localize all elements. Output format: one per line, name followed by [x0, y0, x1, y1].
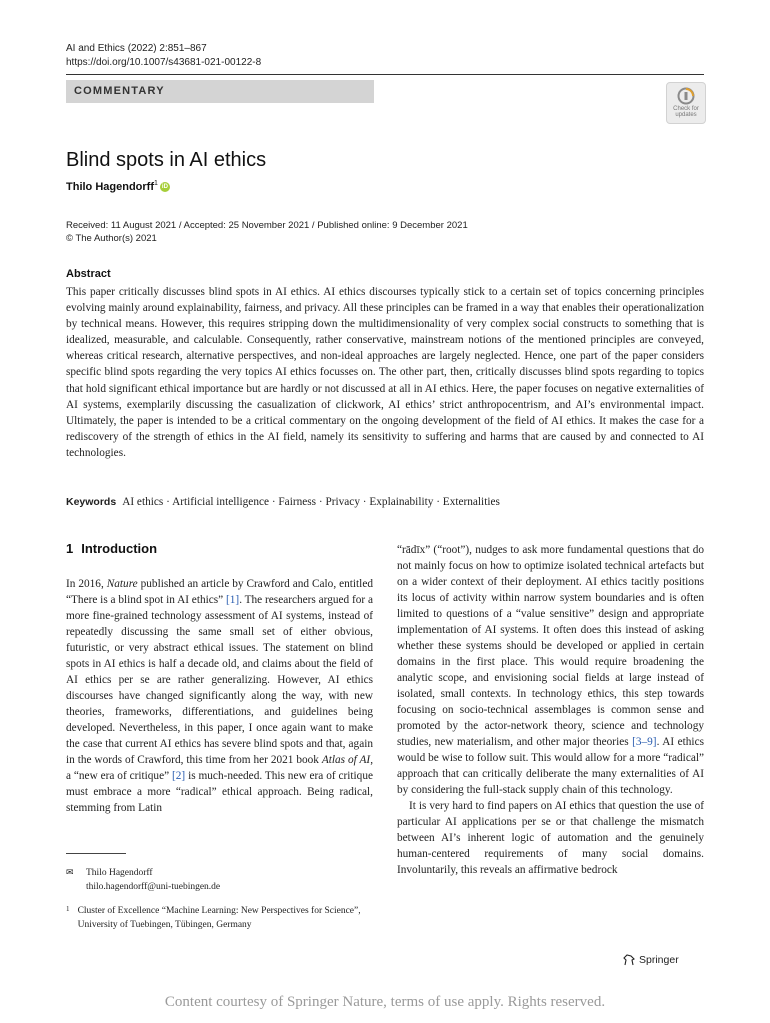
body-column-right: [397, 542, 704, 878]
publisher-name: Springer: [639, 954, 679, 966]
section-title: Introduction: [81, 541, 158, 556]
doi-link[interactable]: https://doi.org/10.1007/s43681-021-00122-8: [66, 57, 262, 68]
journal-name: Nature: [106, 578, 138, 590]
text-run: is much-needed. This new era of critique must embrace a more “radical” ethical approach. Being radical, stemming from Latin: [66, 770, 373, 814]
paragraph: It is very hard to find papers on AI ethics that question the use of particular AI applications per se or that challenge the mismatch between AI’s inherent logic of automation and the genuinely human-centered requirements of many social domains. Involuntarily, this reveals an affirmative bedrock: [397, 800, 704, 876]
text-run: . The researchers argued for a more fine-grained technology assessment of AI systems, instead of repeatedly discussing the same small set of either obvious, futuristic, or very abstract ethical issues. The statement on blind spots in AI ethics is half a decade old, and claims about the field of AI ethics per se are rather generalizing. However, AI ethics discourses have changed significantly along the way, with new theories, frameworks, differentiations, and guidelines being developed. Nevertheless, in this paper, I once again want to make the case that current AI ethics has severe blind spots and that, again in the words of Crawford, this time from her 2021 book: [66, 594, 374, 766]
keywords: [66, 494, 704, 510]
check-for-updates-line2: updates: [675, 112, 697, 118]
envelope-icon: ✉: [66, 868, 74, 878]
journal-reference: [66, 42, 261, 70]
keywords-list: AI ethics · Artificial intelligence · Fairness · Privacy · Explainability · Externalities: [122, 496, 500, 508]
text-run: “rādīx” (“root”), nudges to ask more fundamental questions that do not mainly focus on how to optimize isolated technical artefacts but on a wider context of their deployment. AI ethics tacitly positions its locus of activity within narrow system boundaries and is often limited to questions of a “value sensitive” design and appropriate implementation of AI systems. It often does this instead of asking whether these systems should be developed or applied in certain domains in the first place. This would require broadening the analytic scope, and envisioning social fields at large instead of isolated, small contexts. In technology ethics, this step towards focusing on socio-technical assemblages is common sense and promoted by the actor-network theory, science and technology studies, new materialism, and other major theories: [397, 544, 704, 748]
body-column-left: [66, 576, 373, 816]
springer-logo: [622, 953, 679, 967]
dates-line: Received: 11 August 2021 / Accepted: 25 November 2021 / Published online: 9 December 2021: [66, 220, 468, 231]
abstract-heading: Abstract: [66, 268, 111, 280]
text-run: In 2016,: [66, 578, 107, 590]
footnote-author-name: Thilo Hagendorff: [86, 868, 153, 878]
citation-link[interactable]: [2]: [172, 770, 186, 782]
springer-horse-icon: [622, 953, 636, 967]
section-label: COMMENTARY: [66, 80, 374, 103]
keywords-label: Keywords: [66, 496, 117, 508]
author-affil-mark: 1: [154, 180, 158, 187]
author-line: [66, 179, 170, 195]
corresponding-author-footnote: [66, 866, 220, 894]
publication-dates: [66, 219, 468, 245]
paragraph: [66, 576, 373, 816]
copyright-line: © The Author(s) 2021: [66, 233, 157, 244]
orcid-icon[interactable]: iD: [161, 184, 168, 190]
text-run: published an article by Crawford and Calo, entitled “There is a blind spot in AI ethics”: [66, 578, 373, 606]
header-rule: [66, 74, 704, 75]
journal-citation: AI and Ethics (2022) 2:851–867: [66, 43, 207, 54]
section-heading-introduction: [66, 541, 157, 556]
citation-link[interactable]: [1]: [226, 594, 240, 606]
book-title: Atlas of AI: [321, 754, 371, 766]
abstract-text: This paper critically discusses blind spots in AI ethics. AI ethics discourses typically stick to a certain set of topics concerning principles evolving mainly around explainability, fairness, and privacy. All these principles can be framed in a way that enables their operationalization by technical means. However, this requires stripping down the multidimensionality of very complex social constructs to something that is idealized, measurable, and calculable. Consequently, rather conservative, mainstream notions of the mentioned principles are conveyed, whereas critical research, alternative perspectives, and non-ideal approaches are largely neglected. Hence, one part of the paper considers specific blind spots regarding the very topics AI ethics focusses on. The other part, then, critically discusses blind spots regarding to topics that hold significant ethical importance but are hardly or not discussed at all in AI ethics. Here, the paper focuses on negative externalities of AI systems, exemplarily discussing the casualization of clickwork, AI ethics’ strict anthropocentrism, and AI’s environmental impact. Ultimately, the paper is intended to be a critical commentary on the ongoing development of the field of AI ethics. It makes the case for a rediscovery of the strength of ethics in the AI field, namely its sensitivity to suffering and harms that are caused by and connected to AI technologies.: [66, 286, 704, 459]
affiliation-text: Cluster of Excellence “Machine Learning: New Perspectives for Science”, University of Tuebingen, Tübingen, Germany: [77, 906, 361, 930]
text-run: . AI ethics would be wise to follow suit. This would allow for a more “radical” approach that can critically deliberate the many externalities of AI by considering the full-stack supply chain of this technology.: [397, 736, 704, 796]
author-email-link[interactable]: thilo.hagendorff@uni-tuebingen.de: [86, 882, 221, 892]
paragraph: [397, 542, 704, 798]
section-number: 1: [66, 541, 74, 556]
footnote-number: 1: [66, 905, 70, 913]
check-for-updates-badge[interactable]: [666, 82, 706, 124]
author-name[interactable]: Thilo Hagendorff: [66, 181, 154, 193]
text-run: , a “new era of critique”: [66, 754, 374, 782]
courtesy-notice: Content courtesy of Springer Nature, terms of use apply. Rights reserved.: [164, 994, 606, 1010]
affiliation-footnote: [66, 904, 373, 932]
check-for-updates-icon: [677, 87, 695, 105]
footnote-rule: [66, 853, 126, 854]
check-for-updates-line1: Check for: [673, 106, 699, 112]
citation-link[interactable]: [3–9]: [632, 736, 657, 748]
article-title: Blind spots in AI ethics: [66, 149, 267, 172]
